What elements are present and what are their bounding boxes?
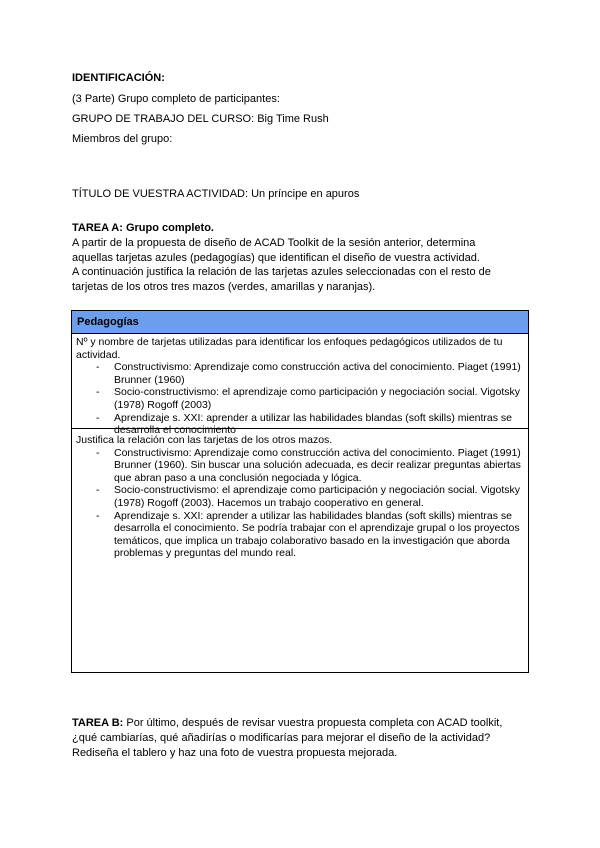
task-b-line: [72, 717, 502, 730]
cards-used-cell: [72, 334, 528, 437]
cell-intro: Nº y nombre de tarjetas utilizadas para identificar los enfoques pedagógicos utilizados de tu actividad.: [76, 336, 503, 361]
task-b-label: TAREA B:: [72, 717, 124, 729]
list-item: - Socio-constructivismo: el aprendizaje como participación y negociación social. Vigotsky (1978) Rogoff (2003). Hacemos un trabajo cooperativo en general.: [76, 484, 522, 509]
list-item: - Constructivismo: Aprendizaje como construcción activa del conocimiento. Piaget (1991) Brunner (1960): [76, 361, 522, 386]
activity-title: TÍTULO DE VUESTRA ACTIVIDAD: Un príncipe en apuros: [72, 188, 360, 200]
task-b-line: ¿qué cambiarías, qué añadirías o modificarías para mejorar el diseño de la actividad?: [72, 732, 491, 744]
group-line: GRUPO DE TRABAJO DEL CURSO: Big Time Rush: [72, 113, 329, 125]
identification-heading: IDENTIFICACIÓN:: [72, 72, 165, 84]
task-a-heading: TAREA A: Grupo completo.: [72, 222, 214, 234]
list-item: - Socio-constructivismo: el aprendizaje como participación y negociación social. Vigotsky (1978) Rogoff (2003): [76, 386, 522, 411]
list-item: - Constructivismo: Aprendizaje como construcción activa del conocimiento. Piaget (1991) Brunner (1960). Sin buscar una solución adecuada, es decir realizar preguntas abiertas que abran paso a una conclusión negociada y lógica.: [76, 447, 522, 485]
bullet-list: [76, 361, 522, 437]
task-b-line: Rediseña el tablero y haz una foto de vuestra propuesta mejorada.: [72, 747, 398, 759]
bullet-list: [76, 447, 522, 560]
pedagogies-table: [71, 310, 529, 673]
task-b-text: Por último, después de revisar vuestra propuesta completa con ACAD toolkit,: [123, 717, 503, 729]
table-header: [72, 311, 528, 334]
task-a-line: aquellas tarjetas azules (pedagogías) que identifican el diseño de vuestra actividad.: [72, 252, 480, 264]
task-a-line: A partir de la propuesta de diseño de ACAD Toolkit de la sesión anterior, determina: [72, 237, 476, 249]
task-a-line: A continuación justifica la relación de las tarjetas azules seleccionadas con el resto de: [72, 266, 491, 278]
participants-line: (3 Parte) Grupo completo de participantes:: [72, 93, 280, 105]
justification-cell: [72, 429, 528, 672]
cell-intro: Justifica la relación con las tarjetas de los otros mazos.: [76, 434, 333, 446]
list-item: - Aprendizaje s. XXI: aprender a utilizar las habilidades blandas (soft skills) mientras se desarrolla el conocimiento. Se podría trabajar con el aprendizaje grupal o los proyectos temáticos, que implica un trabajo colaborativo basado en la investigación que aborda problemas y preguntas del mundo real.: [76, 510, 522, 560]
members-line: Miembros del grupo:: [72, 133, 173, 145]
task-a-line: tarjetas de los otros tres mazos (verdes, amarillas y naranjas).: [72, 281, 376, 293]
table-header-label: Pedagogías: [77, 316, 139, 328]
list-item: - Aprendizaje s. XXI: aprender a utilizar las habilidades blandas (soft skills) mientras se desarrolla el conocimiento: [76, 412, 522, 437]
